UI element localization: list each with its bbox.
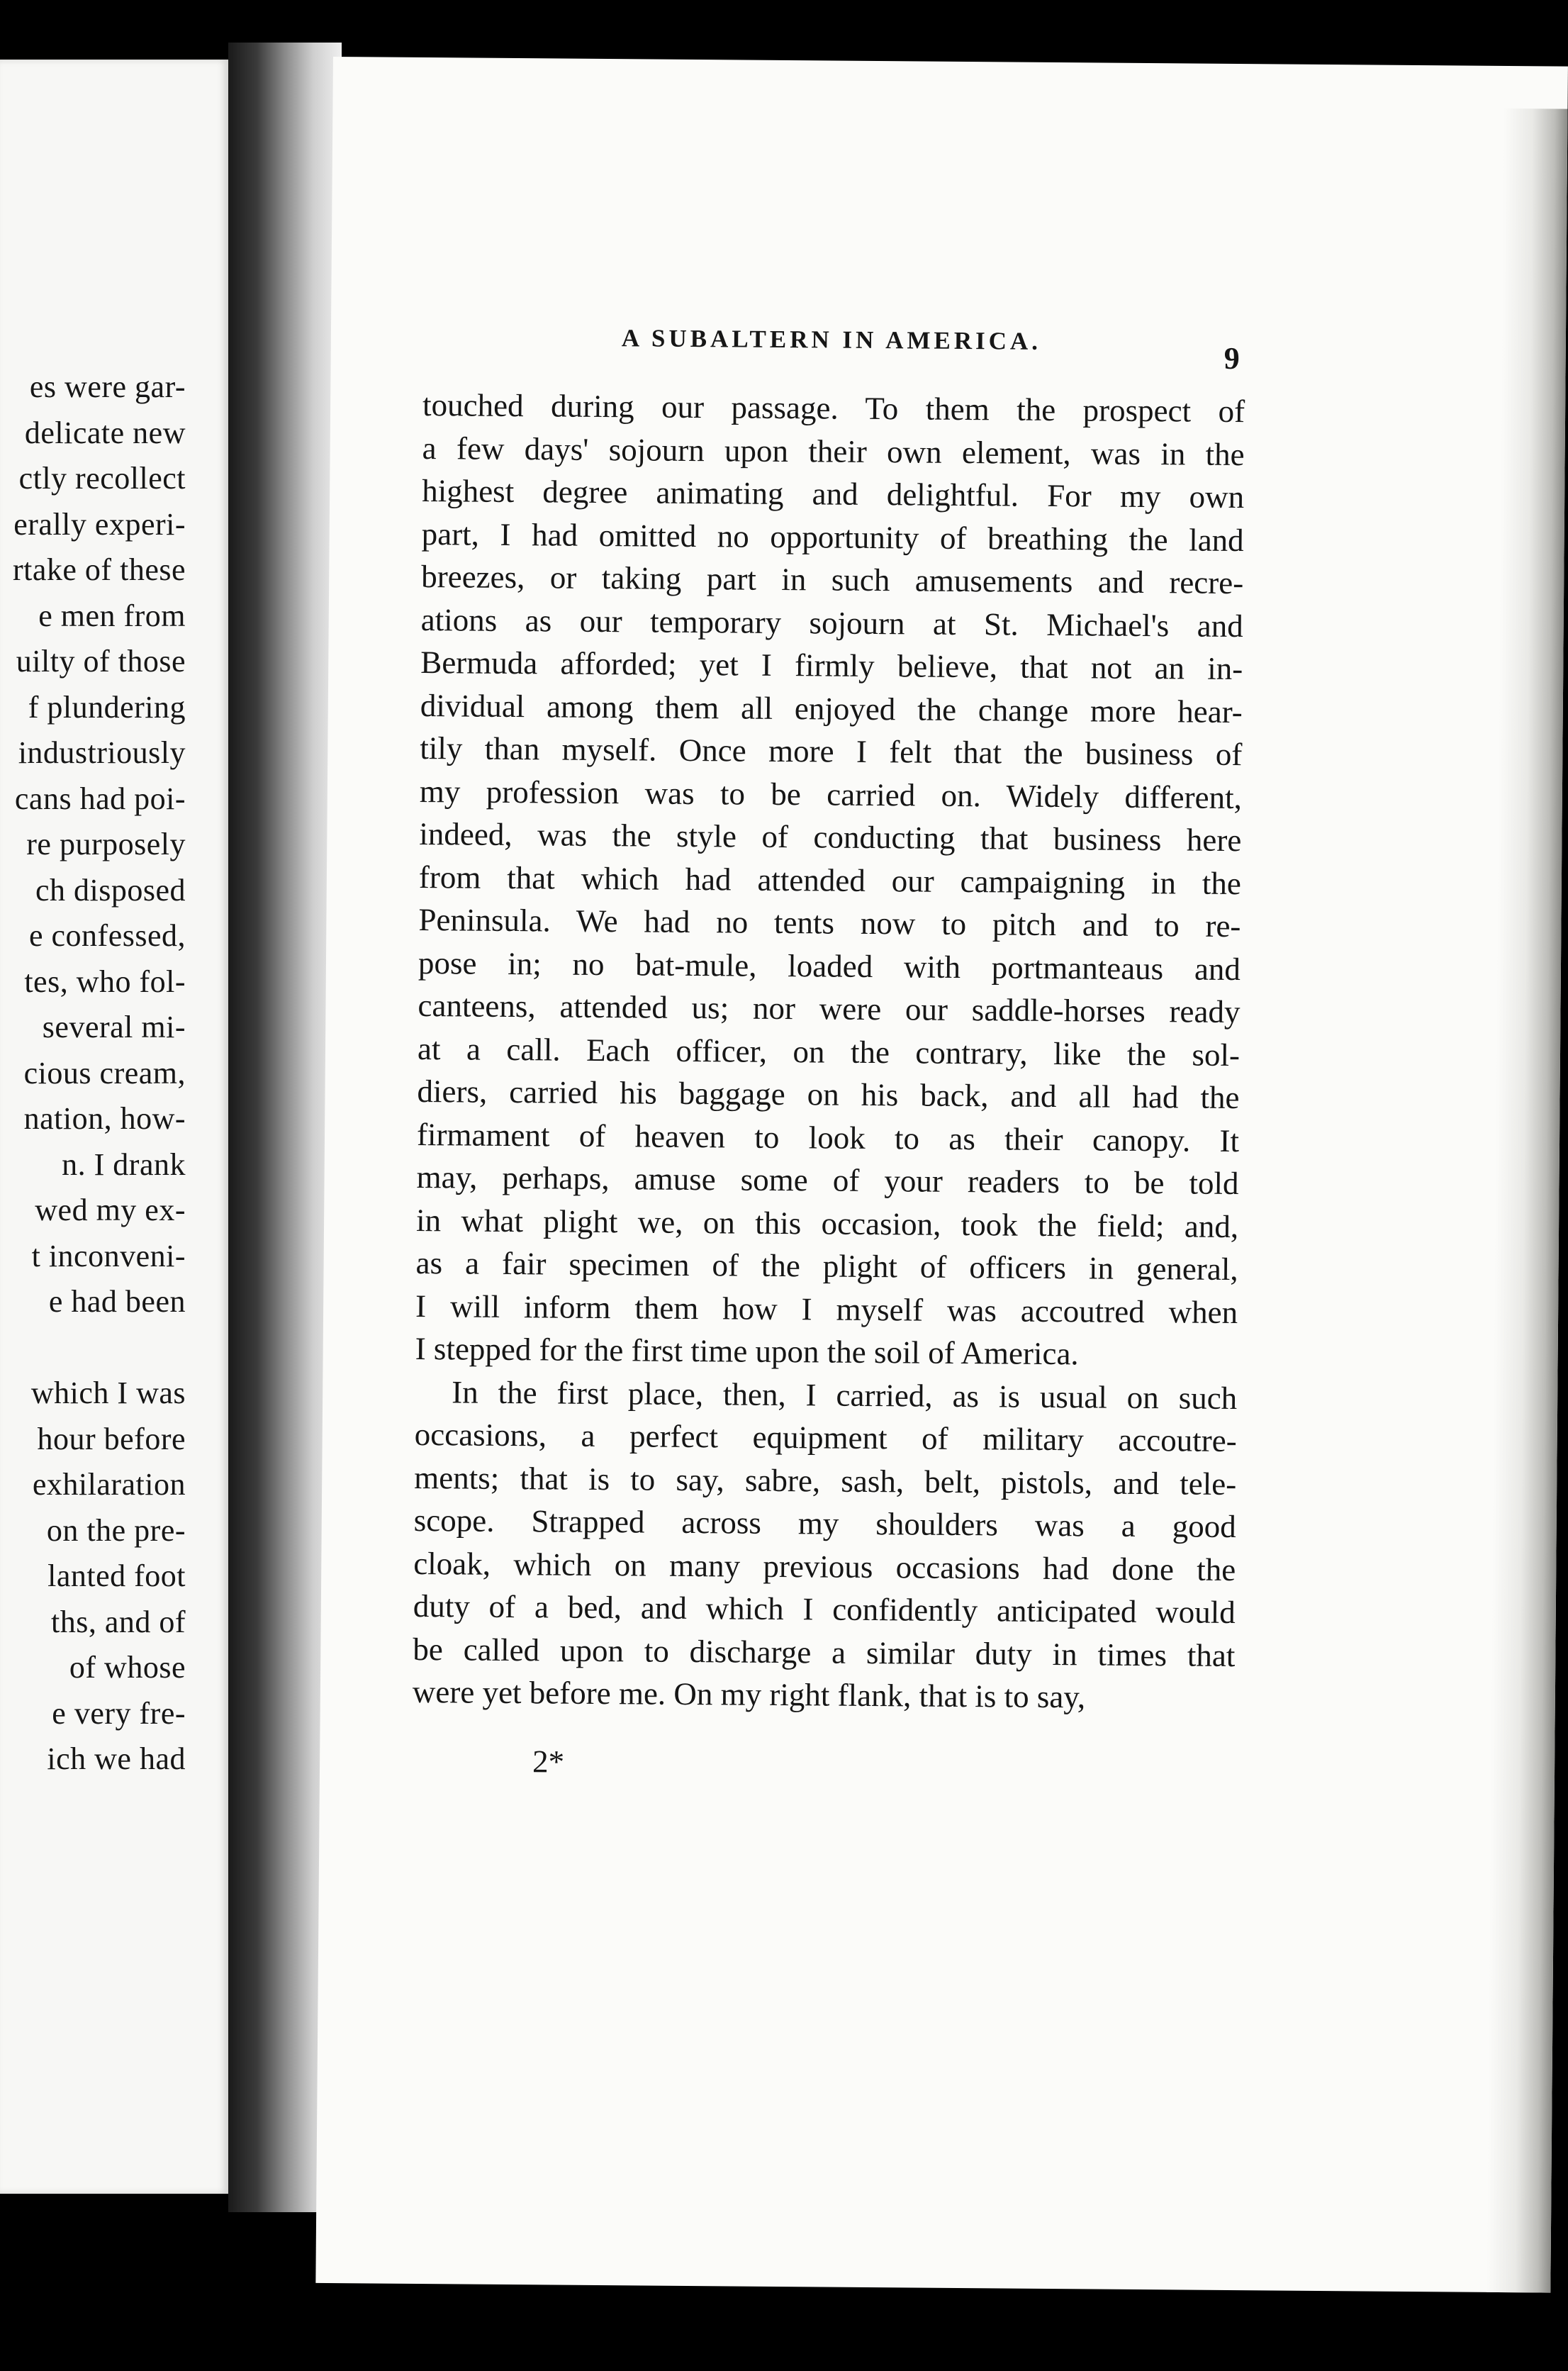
text-line: breezes, or taking part in such amusements and recre- [421, 558, 1244, 601]
left-page-line: e very fre- [52, 1695, 186, 1731]
text-line: dividual among them all enjoyed the change more hear- [420, 687, 1243, 730]
left-page-line: hour before [37, 1421, 186, 1456]
text-line: from that which had attended our campaigning in the [418, 859, 1242, 901]
text-line: scope. Strapped across my shoulders was a good [413, 1502, 1236, 1545]
left-page-line: industriously [18, 735, 186, 770]
left-page-line: of whose [69, 1650, 186, 1685]
signature-mark: 2* [532, 1744, 565, 1780]
left-page-line: lanted foot [47, 1558, 186, 1593]
running-head: A SUBALTERN IN AMERICA. [621, 324, 1042, 355]
text-line: Peninsula. We had no tents now to pitch and to re- [418, 901, 1241, 944]
text-line: pose in; no bat-mule, loaded with portmanteaus and [418, 944, 1241, 987]
text-line: highest degree animating and delightful. For my own [422, 473, 1245, 515]
text-line: I stepped for the first time upon the soil of America. [415, 1330, 1079, 1372]
text-line: at a call. Each officer, on the contrary, like the sol- [417, 1030, 1241, 1073]
text-line: as a fair specimen of the plight of officers in general, [415, 1244, 1238, 1288]
left-page-line: uilty of those [16, 644, 186, 679]
left-page-line: re purposely [26, 827, 186, 861]
paragraph [413, 1370, 1238, 1719]
left-page-line: t inconveni- [31, 1238, 186, 1273]
left-page-line: cans had poi- [14, 781, 186, 816]
text-line: Bermuda afforded; yet I firmly believe, that not an in- [420, 644, 1243, 687]
left-page-line: ths, and of [50, 1604, 186, 1639]
left-page-line: exhilaration [32, 1467, 186, 1502]
left-page-line: ich we had [47, 1741, 186, 1776]
left-page-line: nation, how- [23, 1101, 186, 1136]
body-text [413, 384, 1245, 1720]
left-page-line: on the pre- [46, 1512, 186, 1548]
left-page-line: ch disposed [35, 872, 186, 908]
text-line: in what plight we, on this occasion, took the field; and, [415, 1202, 1239, 1244]
text-line: were yet before me. On my right flank, that is to say, [412, 1673, 1086, 1715]
text-line: ations as our temporary sojourn at St. Michael's and [420, 601, 1243, 644]
text-line: may, perhaps, amuse some of your readers to be told [416, 1159, 1239, 1202]
text-line: touched during our passage. To them the prospect of [422, 387, 1245, 430]
left-page-line: f plundering [28, 689, 186, 725]
text-line: ments; that is to say, sabre, sash, belt, pistols, and tele- [414, 1459, 1237, 1502]
page-number: 9 [1223, 340, 1240, 376]
text-line: canteens, attended us; nor were our saddle-horses ready [418, 987, 1241, 1030]
left-page-line: ctly recollect [18, 461, 186, 496]
text-line: I will inform them how I myself was accoutred when [415, 1288, 1238, 1330]
left-page-line: e confessed, [28, 918, 186, 953]
text-line: indeed, was the style of conducting that business here [419, 815, 1242, 859]
left-page [0, 60, 228, 2194]
text-line: be called upon to discharge a similar duty in times that [413, 1631, 1236, 1673]
left-page-line: e had been [48, 1284, 186, 1319]
text-line: my profession was to be carried on. Widely different, [419, 773, 1243, 815]
text-line: duty of a bed, and which I confidently anticipated would [413, 1588, 1236, 1631]
left-page-line: delicate new [24, 415, 186, 450]
text-line: a few days' sojourn upon their own element, was in the [422, 430, 1245, 472]
left-page-line: wed my ex- [35, 1193, 186, 1227]
left-page-line: n. I drank [62, 1147, 186, 1182]
left-page-line: cious cream, [23, 1055, 186, 1090]
text-line: tily than myself. Once more I felt that the business of [420, 730, 1243, 773]
left-page-line: which I was [30, 1376, 186, 1410]
left-page-line: es were gar- [29, 369, 186, 404]
text-line: part, I had omitted no opportunity of breathing the land [421, 515, 1244, 558]
left-page-line: several mi- [42, 1010, 186, 1044]
left-page-line: erally experi- [13, 506, 186, 542]
text-line: cloak, which on many previous occasions had done the [413, 1545, 1236, 1588]
text-line: occasions, a perfect equipment of military accoutre- [414, 1416, 1237, 1459]
left-page-line: rtake of these [13, 552, 186, 587]
left-page-line: e men from [38, 598, 186, 633]
text-line: firmament of heaven to look to as their canopy. It [416, 1116, 1240, 1159]
right-page [315, 57, 1568, 2293]
left-page-line: tes, who fol- [24, 964, 186, 999]
text-line: diers, carried his baggage on his back, and all had the [417, 1073, 1240, 1116]
text-line: In the first place, then, I carried, as is usual on such [452, 1373, 1238, 1416]
paragraph [415, 384, 1245, 1377]
